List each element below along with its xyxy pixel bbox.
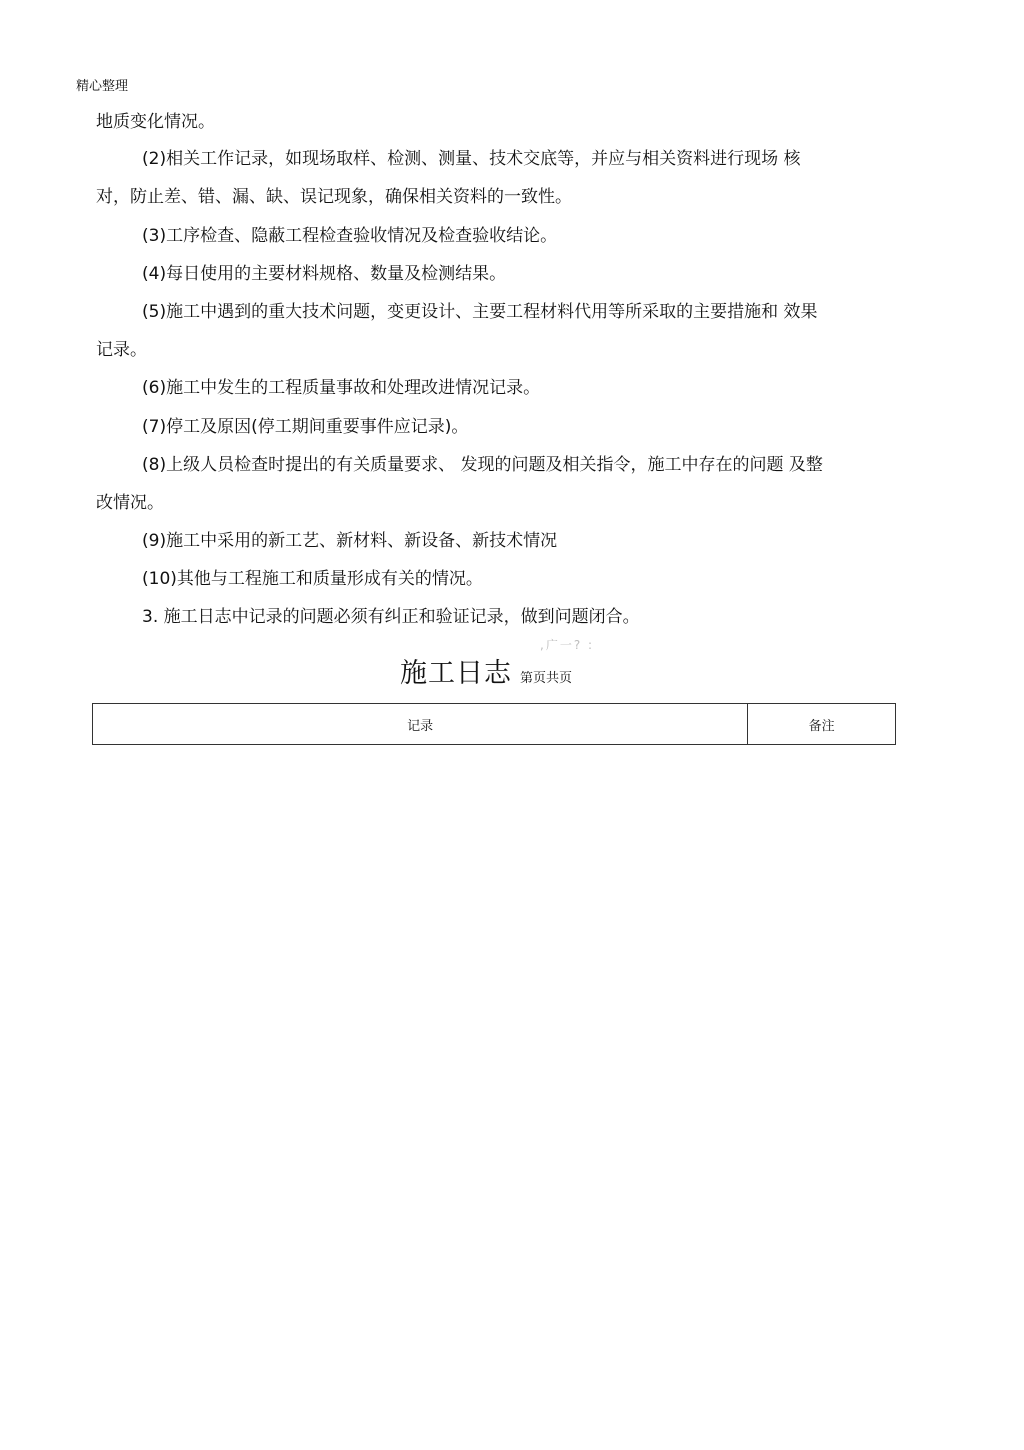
header-note: 精心整理 [76, 79, 129, 94]
text-line: 记录。 [96, 340, 147, 360]
remark-column-header: 备注 [748, 704, 896, 745]
stray-mark: ,广一? : [540, 638, 595, 652]
table-header-row [93, 704, 896, 745]
text-line: (7)停工及原因(停工期间重要事件应记录)。 [142, 417, 469, 437]
text-line: (9)施工中采用的新工艺、新材料、新设备、新技术情况 [142, 531, 558, 551]
log-title: 施工日志 [400, 658, 512, 689]
text-line: 对，防止差、错、漏、缺、误记现象，确保相关资料的一致性。 [96, 187, 572, 207]
text-line: (4)每日使用的主要材料规格、数量及检测结果。 [142, 264, 507, 284]
text-line: (6)施工中发生的工程质量事故和处理改进情况记录。 [142, 378, 541, 398]
text-line: (3)工序检查、隐蔽工程检查验收情况及检查验收结论。 [142, 226, 558, 246]
log-table [92, 703, 896, 745]
text-line: 地质变化情况。 [96, 112, 215, 132]
text-line: (10)其他与工程施工和质量形成有关的情况。 [142, 569, 483, 589]
record-column-header: 记录 [93, 704, 748, 745]
text-line: (2)相关工作记录，如现场取样、检测、测量、技术交底等，并应与相关资料进行现场 核 [142, 149, 801, 169]
log-page-info: 第页共页 [520, 671, 573, 686]
log-heading [400, 654, 572, 694]
text-line: (8)上级人员检查时提出的有关质量要求、 发现的问题及相关指令，施工中存在的问题 及整 [142, 455, 823, 475]
text-line: (5)施工中遇到的重大技术问题，变更设计、主要工程材料代用等所采取的主要措施和 效果 [142, 302, 818, 322]
text-line: 3. 施工日志中记录的问题必须有纠正和验证记录，做到问题闭合。 [142, 607, 640, 627]
text-line: 改情况。 [96, 493, 164, 513]
